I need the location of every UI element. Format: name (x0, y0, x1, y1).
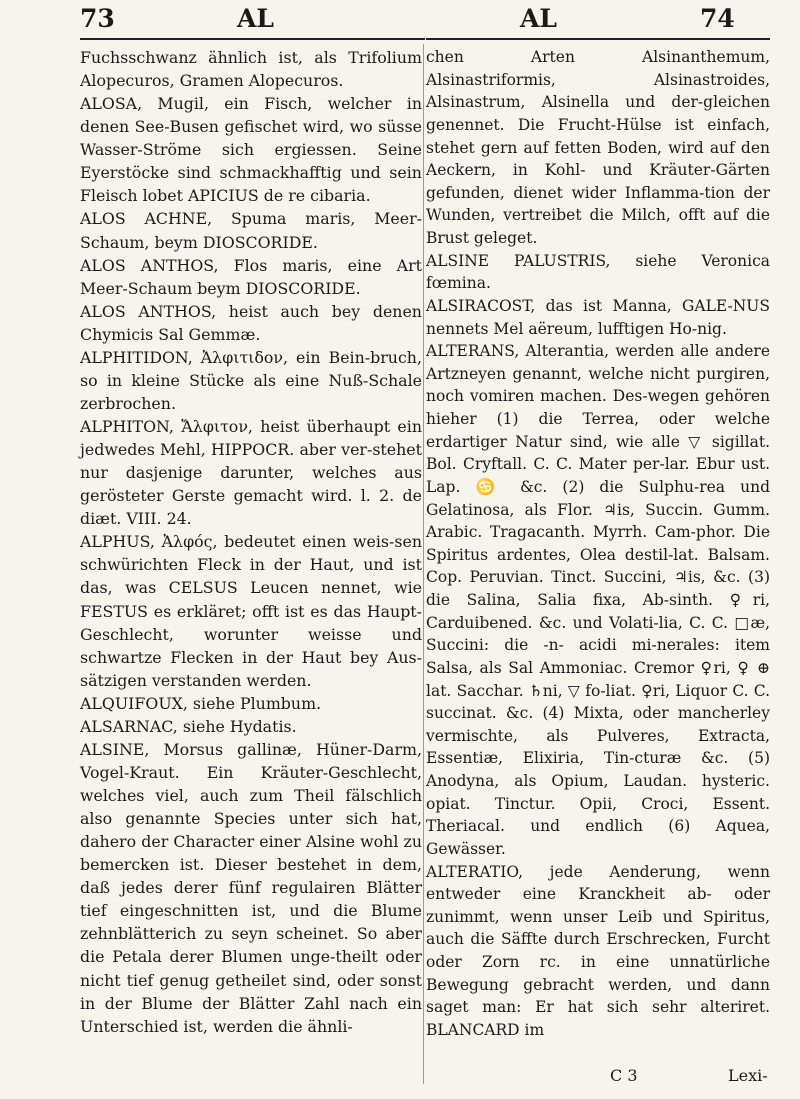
entry-alphus: ALPHUS, Ἀλφός, bedeutet einen weis-sen schwürichten Fleck in der Haut, und ist das, was CELSUS Leucen nennet, wie FESTUS es erkläret; offt ist es das Haupt-Geschlecht, worunter weisse und schwartze Flecken in der Haut bey Aus-sätzigen verstanden werden. (80, 532, 422, 690)
right-column (426, 46, 770, 1042)
entry-alphitidon: ALPHITIDON, Ἀλφιτιδον, ein Bein-bruch, so in kleine Stücke als eine Nuß-Schale zerbrochen. (80, 347, 422, 413)
entry-fuchsschwanz: Fuchsschwanz ähnlich ist, als Trifolium Alopecuros, Gramen Alopecuros. (80, 48, 422, 91)
entry-alos-anthos-chymicis: ALOS ANTHOS, heist auch bey denen Chymicis Sal Gemmæ. (80, 301, 422, 344)
running-head-left: AL (237, 4, 274, 33)
entry-alsine-continued: chen Arten Alsinanthemum, Alsinastriformis, Alsinastroides, Alsinastrum, Alsinella und der-gleichen genennet. Die Frucht-Hülse ist einfach, stehet gern auf fetten Boden, wird auf den Aeckern, in Kohl- und Kräuter-Gärten gefunden, dienet wider Inflamma-tion der Wunden, vertreibet die Milch, offt auf die Brust geleget. (426, 48, 770, 247)
entry-alos-achne: ALOS ACHNE, Spuma maris, Meer-Schaum, beym DIOSCORIDE. (80, 209, 422, 252)
entry-alosa: ALOSA, Mugil, ein Fisch, welcher in denen See-Busen gefischet wird, wo süsse Wasser-Ströme sich ergiessen. Seine Eyerstöcke sind schmackhafftig und sein Fleisch lobet APICIUS de re cibaria. (80, 94, 422, 206)
signature-mark: C 3 (610, 1066, 638, 1085)
left-column (80, 46, 422, 1038)
running-head-right: AL (520, 4, 557, 33)
entry-alos-anthos: ALOS ANTHOS, Flos maris, eine Art Meer-Schaum beym DIOSCORIDE. (80, 255, 422, 298)
catchword: Lexi- (728, 1066, 768, 1085)
entry-alsine: ALSINE, Morsus gallinæ, Hüner-Darm, Vogel-Kraut. Ein Kräuter-Geschlecht, welches viel, auch zum Theil fälschlich also genannte Species unter sich hat, dahero der Character einer Alsine wohl zu bemercken ist. Dieser bestehet in dem, daß jedes derer fünf regulairen Blätter tief eingeschnitten ist, und die Blume zehnblätterich zu seyn scheinet. So aber die Petala derer Blumen unge-theilt oder nicht tief genug getheilet sind, oder sonst in der Blume der Blätter Zahl nach ein Unterschied ist, werden die ähnli- (80, 739, 422, 1036)
header-rule-left (80, 38, 425, 40)
entry-alteratio: ALTERATIO, jede Aenderung, wenn entweder eine Kranckheit ab- oder zunimmt, wenn unser Leib und Spiritus, auch die Säffte durch Erschrecken, Furcht oder Zorn rc. in eine unnatürliche Bewegung gebracht werden, und dann saget man: Er hat sich sehr alteriret. BLANCARD im (426, 862, 770, 1039)
column-divider (423, 44, 424, 1084)
entry-alsine-palustris: ALSINE PALUSTRIS, siehe Veronica fœmina. (426, 251, 770, 293)
entry-alquifoux: ALQUIFOUX, siehe Plumbum. (80, 693, 322, 713)
entry-alphiton: ALPHITON, Ἄλφιτον, heist überhaupt ein jedwedes Mehl, HIPPOCR. aber ver-stehet nur dasjenige darunter, welches aus gerösteter Gerste gemacht wird. l. 2. de diæt. VIII. 24. (80, 417, 422, 529)
page-number-right: 74 (700, 4, 735, 33)
page-header (0, 0, 800, 40)
page-number-left: 73 (80, 4, 115, 33)
entry-alsiracost: ALSIRACOST, das ist Manna, GALE-NUS nennets Mel aëreum, lufftigen Ho-nig. (426, 296, 770, 338)
entry-alsarnac: ALSARNAC, siehe Hydatis. (80, 716, 297, 736)
header-rule-right (426, 38, 770, 40)
entry-alterans: ALTERANS, Alterantia, werden alle andere Artzneyen genannt, welche nicht purgiren, noch vomiren machen. Des-wegen gehören hieher (1) die Terrea, oder welche erdartiger Natur sind, wie alle ▽ sigillat. Bol. Cryftall. C. C. Mater per-lar. Ebur ust. Lap. ♋ &c. (2) die Sulphu-rea und Gelatinosa, als Flor. ♃is, Succin. Gumm. Arabic. Tragacanth. Myrrh. Cam-phor. Die Spiritus ardentes, Olea destil-lat. Balsam. Cop. Peruvian. Tinct. Succini, ♃is, &c. (3) die Salina, Salia fixa, Ab-sinth. ♀ri, Carduibened. &c. und Volati-lia, C. C. □æ, Succini: die -n- acidi mi-nerales: item Salsa, als Sal Ammoniac. Cremor ♀ri, ♀ ⊕ lat. Sacchar. ♄ni, ▽ fo-liat. ♀ri, Liquor C. C. succinat. &c. (4) Mixta, oder mancherley vermischte, als Pulveres, Extracta, Essentiæ, Elixiria, Tin-cturæ &c. (5) Anodyna, als Opium, Laudan. hysteric. opiat. Tinctur. Opii, Croci, Essent. Theriacal. und endlich (6) Aquea, Gewässer. (426, 342, 770, 858)
